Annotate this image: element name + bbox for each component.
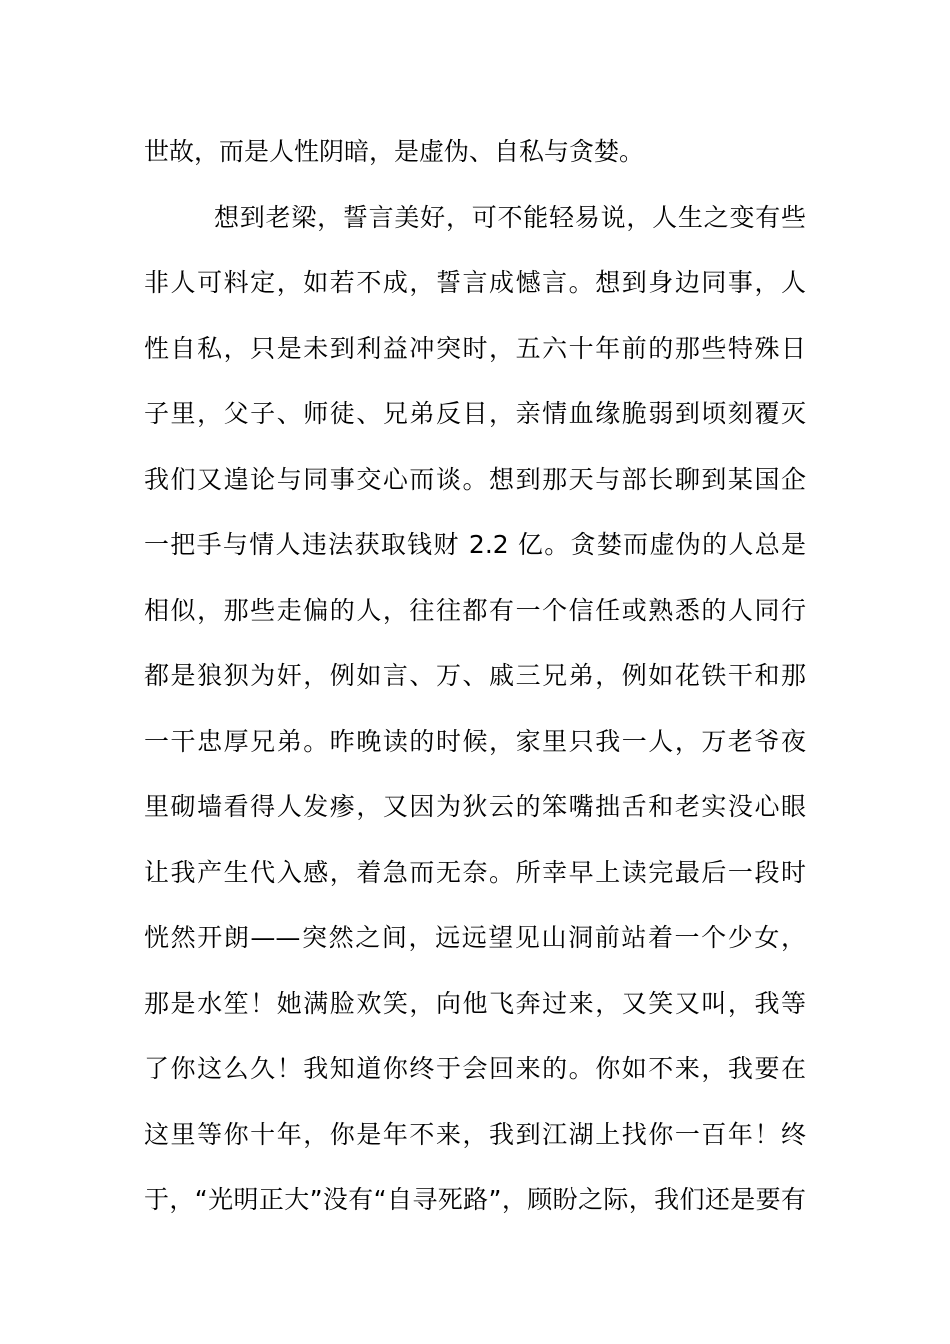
text-line-8: 相似，那些走偏的人，往往都有一个信任或熟悉的人同行 [144, 595, 806, 625]
text-line-17: 于，“光明正大”没有“自寻死路”，顾盼之际，我们还是要有 [144, 1185, 806, 1214]
text-line-9: 都是狼狈为奸，例如言、万、戚三兄弟，例如花铁干和那 [144, 661, 806, 690]
text-line-7: 一把手与情人违法获取钱财 2.2 亿。贪婪而虚伪的人总是 [144, 530, 806, 559]
text-line-2: 想到老梁，誓言美好，可不能轻易说，人生之变有些 [214, 202, 806, 232]
text-line-11: 里砌墙看得人发瘆，又因为狄云的笨嘴拙舌和老实没心眼 [144, 792, 806, 821]
text-line-1: 世故，而是人性阴暗，是虚伪、自私与贪婪。 [144, 137, 645, 166]
text-line-5: 子里，父子、师徒、兄弟反目，亲情血缘脆弱到顷刻覆灭 [144, 399, 806, 428]
text-line-14: 那是水笙！她满脸欢笑，向他飞奔过来，又笑又叫，我等 [144, 988, 806, 1018]
text-line-10: 一干忠厚兄弟。昨晚读的时候，家里只我一人，万老爷夜 [144, 726, 806, 756]
text-line-6: 我们又遑论与同事交心而谈。想到那天与部长聊到某国企 [144, 464, 806, 494]
text-line-13: 恍然开朗——突然之间，远远望见山洞前站着一个少女， [144, 923, 806, 952]
text-line-3: 非人可料定，如若不成，誓言成憾言。想到身边同事，人 [144, 268, 806, 297]
text-line-15: 了你这么久！我知道你终于会回来的。你如不来，我要在 [144, 1054, 806, 1083]
text-line-4: 性自私，只是未到利益冲突时，五六十年前的那些特殊日 [144, 333, 806, 363]
body-text [144, 122, 806, 1236]
text-line-16: 这里等你十年，你是年不来，我到江湖上找你一百年！终 [144, 1119, 806, 1149]
text-line-12: 让我产生代入感，着急而无奈。所幸早上读完最后一段时 [144, 857, 806, 887]
